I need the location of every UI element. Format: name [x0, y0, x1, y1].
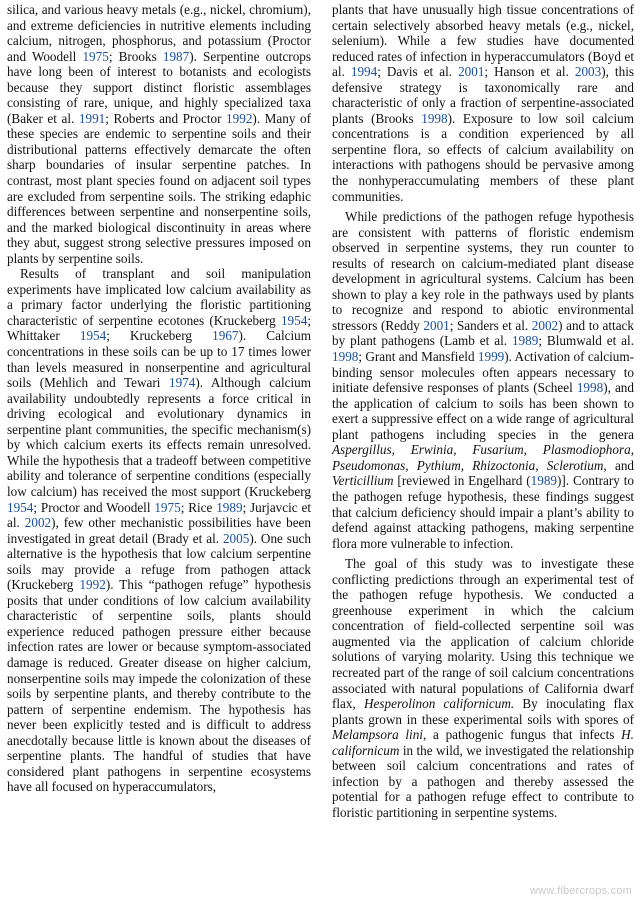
paragraph: [332, 556, 634, 820]
text-segment: ; Davis et al.: [377, 64, 459, 80]
text-segment: , a pathogenic fungus that infects: [422, 727, 622, 743]
citation-link[interactable]: 2003: [574, 64, 602, 80]
citation-link[interactable]: 1992: [226, 110, 253, 126]
text-segment: ). Many of these species are endemic to serpentine soils and their distributional patterns effectively demarcate the often sharp boundaries of insular serpentine patches. In contrast, most plant species found on adjacent soil types are excluded from serpentine soils. The striking edaphic differences between serpentine and nonserpentine soils, and the marked biological discontinuity in areas where they abut, suggest strong selective pressures imposed on plants by serpentine soils.: [7, 110, 311, 266]
text-segment: ), few other mechanistic possibilities have been investigated in great detail (Brady et al.: [7, 515, 311, 546]
paragraph: [332, 2, 634, 204]
citation-link[interactable]: 1954: [79, 328, 107, 344]
citation-link[interactable]: 1954: [280, 312, 308, 328]
text-segment: ; Grant and Mansfield: [358, 349, 478, 365]
text-segment: ) and to attack by plant pathogens (Lamb et al.: [332, 317, 635, 349]
paragraph: [7, 2, 311, 266]
citation-link[interactable]: 1998: [332, 349, 359, 365]
citation-link[interactable]: 1999: [477, 349, 505, 365]
citation-link[interactable]: 1954: [7, 499, 34, 515]
citation-link[interactable]: 1994: [350, 64, 378, 80]
text-segment: ; Proctor and Woodell: [33, 499, 155, 515]
text-segment: ). Activation of calcium-binding sensor molecules often appears necessary to initiate defensive responses of plants (Scheel: [332, 349, 634, 396]
text-segment: ; Sanders et al.: [449, 317, 532, 333]
citation-link[interactable]: 1987: [162, 48, 190, 64]
citation-link[interactable]: 1989: [216, 499, 243, 515]
text-segment: ). One such alternative is the hypothesis that low calcium serpentine soils may provide a refuge from pathogen attack (Kruckeberg: [7, 530, 311, 593]
citation-link[interactable]: 2002: [531, 317, 559, 333]
text-segment: and: [606, 457, 635, 473]
text-segment: silica, and various heavy metals (e.g., nickel, chromium), and extreme deficiencies in nutritive elements including calcium, nitrogen, phosphorus, and potassium (Proctor and Woodell: [7, 2, 311, 64]
citation-link[interactable]: 2001: [423, 317, 450, 333]
citation-link[interactable]: 1998: [421, 110, 448, 126]
text-segment: The goal of this study was to investigate these conflicting predictions through an experimental test of the pathogen refuge hypothesis. We conducted a greenhouse experiment in which the calcium concentration of field-collected serpentine soil was augmented via the application of calcium chloride solutions of varying molarity. Using this technique we recreated part of the range of soil calcium concentrations associated with natural populations of California dwarf flax,: [332, 556, 634, 712]
citation-link[interactable]: 1967: [212, 328, 239, 344]
text-segment: ). Calcium concentrations in these soils can be up to 17 times lower than levels measured in nonserpentine and agricultural soils (Mehlich and Tewari: [7, 328, 311, 391]
citation-link[interactable]: 2002: [24, 515, 52, 531]
right-column: [332, 2, 634, 820]
text-segment: ; Whittaker: [7, 312, 311, 344]
text-segment: ). Serpentine outcrops have long been of interest to botanists and ecologists because they support distinct floristic assemblages consisting of rare, unique, and highly specialized taxa (Baker et al.: [7, 48, 312, 126]
text-segment: )]. Contrary to the pathogen refuge hypothesis, these findings suggest that calcium deficiency should impair a plant’s ability to defend against attacking pathogens, making serpentine flora more vulnerable to infection.: [332, 473, 634, 551]
text-segment: ; Rice: [180, 499, 217, 515]
watermark: www.fibercrops.com: [529, 885, 632, 897]
text-segment: By inoculating flax plants grown in these experimental soils with spores of: [332, 696, 634, 727]
citation-link[interactable]: 1991: [78, 110, 106, 126]
left-column: [7, 2, 311, 795]
citation-link[interactable]: 2005: [222, 530, 250, 546]
citation-link[interactable]: 2001: [458, 64, 485, 80]
text-segment: Results of transplant and soil manipulation experiments have implicated low calcium availability as a primary factor underlying the floristic partitioning characteristic of serpentine ecotones (Kruckeberg: [7, 266, 311, 328]
citation-link[interactable]: 1989: [511, 333, 539, 349]
citation-link[interactable]: 1974: [168, 375, 196, 391]
text-segment: ; Brooks: [108, 48, 163, 64]
citation-link[interactable]: 1975: [82, 48, 109, 64]
text-segment: ), this defensive strategy is taxonomically rare and characteristic of only a fraction of serpentine-associated plants (Brooks: [332, 64, 634, 126]
italic-term: H. californicum: [332, 727, 634, 758]
italic-term: Verticillium: [332, 473, 394, 489]
text-segment: ; Blumwald et al.: [538, 333, 634, 349]
citation-link[interactable]: 1989: [530, 473, 558, 489]
text-segment: in the wild, we investigated the relationship between soil calcium concentrations and rates of infection by a pathogen and thereby assessed the potential for a pathogen refuge effect to contribute to floristic partitioning in serpentine systems.: [332, 742, 634, 820]
italic-term: Aspergillus, Erwinia, Fusarium, Plasmodiophora, Pseudomonas, Pythium, Rhizoctonia, Sclerotium,: [332, 442, 634, 473]
text-segment: ; Hanson et al.: [484, 64, 575, 80]
citation-link[interactable]: 1992: [79, 577, 106, 593]
citation-link[interactable]: 1975: [154, 499, 181, 515]
text-segment: While predictions of the pathogen refuge hypothesis are consistent with patterns of floristic endemism observed in serpentine systems, they run counter to results of research on calcium-mediated plant disease development in agricultural systems. Calcium has been shown to play a key role in the pathways used by plants to recognize and respond to abiotic environmental stressors (Reddy: [332, 209, 634, 333]
text-segment: ), and the application of calcium to soils has been shown to exert a suppressive effect on a wide range of agricultural plant pathogens including species in the genera: [332, 380, 634, 442]
text-segment: ; Kruckeberg: [106, 328, 213, 344]
italic-term: Melampsora lini: [332, 727, 423, 743]
text-segment: ). Exposure to low soil calcium concentrations is a condition experienced by all serpentine flora, so effects of calcium availability on interactions with pathogens should be pervasive among the nonhyperaccumulating members of these plant communities.: [332, 110, 635, 204]
text-segment: ). Although calcium availability undoubtedly represents a force critical in driving ecological and evolutionary dynamics in serpentine plant communities, the specific mechanism(s) by which calcium exerts its effects remain unresolved. While the hypothesis that a tradeoff between competitive ability and tolerance of serpentine conditions (especially low calcium) has received the most support (Kruckeberg: [7, 375, 311, 499]
text-segment: plants that have unusually high tissue concentrations of certain selectively absorbed heavy metals (e.g., nickel, selenium). While a few studies have documented reduced rates of infection in hyperaccumulators (Boyd et al.: [332, 2, 634, 80]
text-segment: ; Roberts and Proctor: [105, 110, 227, 126]
text-segment: ). This “pathogen refuge” hypothesis posits that under conditions of low calcium availability characteristic of serpentine soils, plants should experience reduced pathogen pressure either because infection rates are lower or because symptom-associated damage is reduced. Greater disease on higher calcium, nonserpentine soils may impede the colonization of these soils by serpentine plants, and thereby contribute to the pattern of serpentine endemism. The hypothesis has never been explicitly tested and is difficult to address anecdotally because little is known about the diseases of serpentine plants. The handful of studies that have considered plant pathogens in serpentine ecosystems have all focused on hyperaccumulators,: [7, 577, 311, 795]
text-segment: ; Jurjavcic et al.: [7, 499, 311, 531]
citation-link[interactable]: 1998: [576, 380, 604, 396]
italic-term: Hesperolinon californicum.: [364, 696, 515, 712]
text-segment: [reviewed in Engelhard (: [393, 473, 531, 489]
paragraph: [7, 266, 311, 795]
paragraph: [332, 209, 634, 551]
